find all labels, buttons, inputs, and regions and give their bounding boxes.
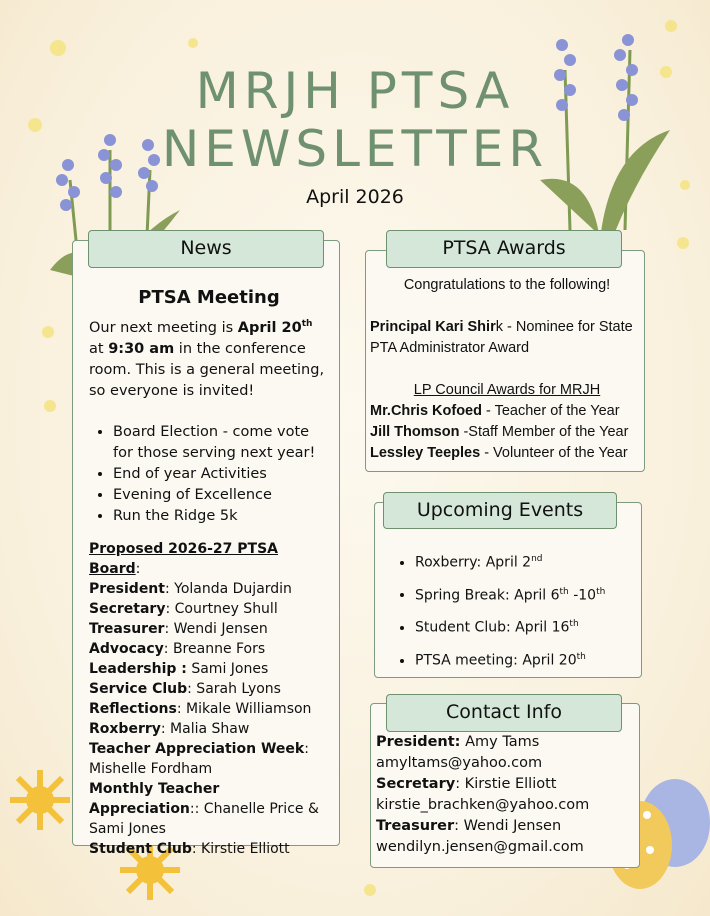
- board-member: Reflections: Mikale Williamson: [89, 700, 312, 717]
- contact-person: Secretary: Kirstie Elliott: [376, 776, 557, 792]
- event-item: • Roxberry: April 2nd: [415, 545, 605, 578]
- board-member: President: Yolanda Dujardin: [89, 580, 292, 597]
- events-header: Upcoming Events: [383, 492, 617, 529]
- council-title: LP Council Awards for MRJH: [413, 382, 601, 398]
- newsletter-title: [0, 62, 710, 178]
- list-item: • Board Election - come vote for those serving next year!: [113, 422, 329, 464]
- board-member: Secretary: Courtney Shull: [89, 600, 278, 617]
- list-item: • End of year Activities: [113, 464, 329, 485]
- decorative-dot: [44, 400, 56, 412]
- decorative-dot: [42, 326, 54, 338]
- issue-date: April 2026: [306, 186, 404, 208]
- congrats-text: Congratulations to the following!: [403, 277, 611, 293]
- events-list: [391, 545, 605, 676]
- contact-email[interactable]: wendilyn.jensen@gmail.com: [376, 839, 584, 855]
- meeting-intro: Our next meeting is April 20th at 9:30 am in the conference room. This is a general meeting, so everyone is invited!: [89, 319, 325, 399]
- decorative-dot: [364, 884, 376, 896]
- contact-person: President: Amy Tams: [376, 734, 540, 750]
- awards-panel: [365, 250, 645, 472]
- board-member: Treasurer: Wendi Jensen: [89, 620, 268, 637]
- meeting-bullets: [89, 422, 329, 527]
- contact-email[interactable]: kirstie_brachken@yahoo.com: [376, 797, 590, 813]
- award-item: Jill Thomson -Staff Member of the Year: [370, 424, 629, 440]
- event-item: • PTSA meeting: April 20th: [415, 643, 605, 676]
- meeting-heading: PTSA Meeting: [138, 287, 280, 308]
- board-list: Proposed 2026-27 PTSA Board: President: Yolanda Dujardin Secretary: Courtney Shull Treasurer: Wendi Jensen Advocacy: Breanne Fors Leadership : Sami Jones Service Club: Sarah Lyons Reflections: Mikale Williamson Roxberry: Malia Shaw Teacher Appreciation Week: Mishelle Fordham Monthly Teacher Appreciation:: Chanelle Price & Sami Jones Student Club: Kirstie Elliott: [89, 539, 329, 859]
- principal-award: Principal Kari Shirk - Nominee for State PTA Administrator Award: [370, 319, 633, 356]
- board-member: Leadership : Sami Jones: [89, 660, 269, 677]
- decorative-dot: [50, 40, 66, 56]
- title-line-2: NEWSLETTER: [161, 120, 549, 178]
- title-line-1: MRJH PTSA: [195, 62, 515, 120]
- awards-header: PTSA Awards: [386, 230, 622, 268]
- contact-person: Treasurer: Wendi Jensen: [376, 818, 562, 834]
- board-member: Roxberry: Malia Shaw: [89, 720, 250, 737]
- board-member: Service Club: Sarah Lyons: [89, 680, 281, 697]
- list-item: • Run the Ridge 5k: [113, 506, 329, 527]
- event-item: • Spring Break: April 6th -10th: [415, 578, 605, 611]
- news-header: News: [88, 230, 324, 268]
- decorative-dot: [188, 38, 198, 48]
- contact-header: Contact Info: [386, 694, 622, 732]
- contact-email[interactable]: amyltams@yahoo.com: [376, 755, 543, 771]
- award-item: Mr.Chris Kofoed - Teacher of the Year: [370, 403, 620, 419]
- board-member: Student Club: Kirstie Elliott: [89, 840, 290, 857]
- event-item: • Student Club: April 16th: [415, 610, 605, 643]
- board-member: Teacher Appreciation Week: Mishelle Fordham: [89, 740, 309, 777]
- contact-list: [376, 732, 589, 858]
- list-item: • Evening of Excellence: [113, 485, 329, 506]
- board-member: Monthly Teacher Appreciation:: Chanelle Price & Sami Jones: [89, 780, 319, 837]
- news-panel: [72, 240, 340, 857]
- award-item: Lessley Teeples - Volunteer of the Year: [370, 445, 628, 461]
- board-member: Advocacy: Breanne Fors: [89, 640, 266, 657]
- board-title: Proposed 2026-27 PTSA Board: [89, 540, 279, 577]
